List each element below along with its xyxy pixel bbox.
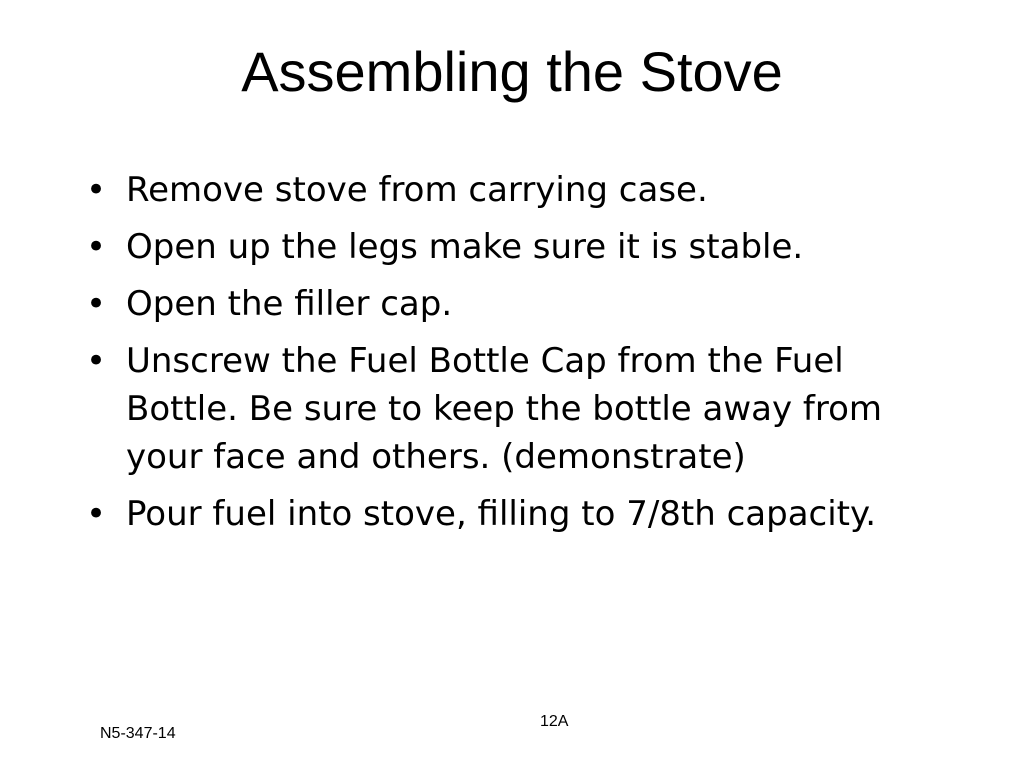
bullet-marker: • [86, 341, 107, 381]
bullet-text: Unscrew the Fuel Bottle Cap from the Fuel Bottle. Be sure to keep the bottle away from your face and others. (demonstrate) [126, 341, 883, 477]
bullet-text: Open up the legs make sure it is stable. [126, 227, 804, 267]
slide-title: Assembling the Stove [241, 40, 783, 103]
page-number: 12A [540, 713, 569, 730]
bullet-marker: • [86, 227, 107, 267]
bullet-marker: • [86, 494, 107, 534]
bullet-item [86, 280, 946, 328]
bullet-item [86, 166, 946, 214]
bullet-text: Pour fuel into stove, filling to 7/8th capacity. [126, 494, 877, 534]
bullet-marker: • [86, 170, 107, 210]
bullet-text: Open the filler cap. [126, 284, 453, 324]
bullet-text: Remove stove from carrying case. [126, 170, 708, 210]
footer-id: N5-347-14 [100, 725, 176, 742]
bullet-list [86, 166, 946, 547]
bullet-item [86, 337, 946, 481]
bullet-item [86, 490, 946, 538]
bullet-item [86, 223, 946, 271]
bullet-marker: • [86, 284, 107, 324]
